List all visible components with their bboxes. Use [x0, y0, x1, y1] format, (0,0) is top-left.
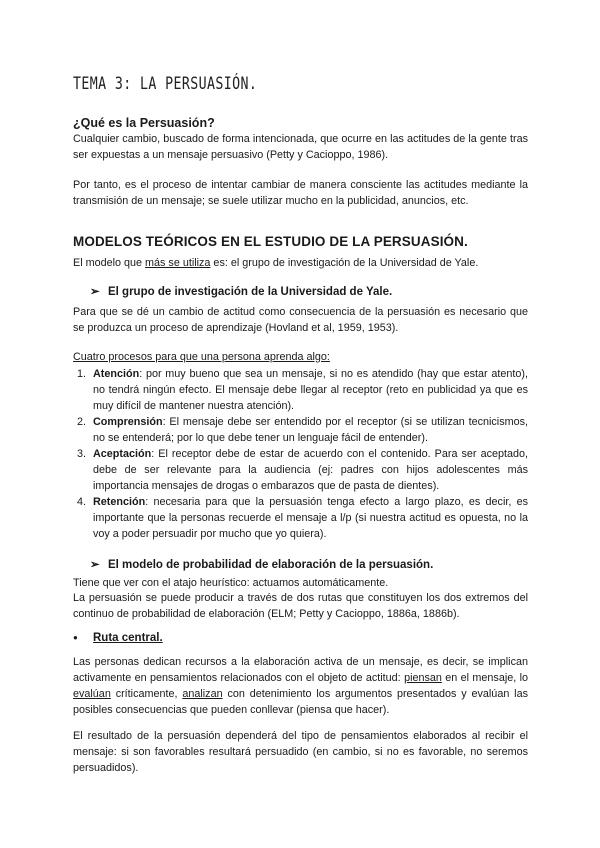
list-item: 2. Comprensión: El mensaje debe ser entendido por el receptor (si se utilizan tecnicismos, no se entenderá; por lo que debe tener un lenguaje fácil de entender).	[77, 416, 528, 444]
list-item: 3. Aceptación: El receptor debe de estar de acuerdo con el contenido. Para ser aceptado, debe de ser relevante para la audiencia (ej: padres con hijos adolescentes más importancia mensajes de drogas o embarazos que de pasta de dientes).	[77, 448, 528, 492]
central-route-paragraph: Las personas dedican recursos a la elaboración activa de un mensaje, es decir, se implican activamente en pensamientos relacionados con el objeto de actitud: piensan en el mensaje, lo evalúan críticamente, analizan con detenimiento los argumentos presentados y evalúan las posibles consecuencias que pueden conllevar (piensa que hacer).	[73, 656, 529, 716]
page-title: TEMA 3: LA PERSUASIÓN.	[73, 74, 258, 94]
list-item: 1. Atención: por muy bueno que sea un mensaje, si no es atendido (hay que estar atento), no tendrá ningún efecto. El mensaje debe llegar al receptor (reto en publicidad ya que es muy difícil de mantener nuestra atención).	[77, 368, 528, 412]
central-route-heading: ● Ruta central.	[73, 632, 163, 644]
list-title: Cuatro procesos para que una persona aprenda algo:	[73, 351, 330, 363]
elm-paragraph-1: Tiene que ver con el atajo heurístico: actuamos automáticamente.	[73, 577, 389, 589]
elm-paragraph-2: La persuasión se puede producir a través de dos rutas que constituyen los dos extremos del continuo de probabilidad de elaboración (ELM; Petty y Cacioppo, 1886a, 1886b).	[73, 592, 528, 620]
most-used-underline: más se utiliza	[145, 257, 211, 269]
arrow-bullet-icon: ➢	[90, 286, 100, 298]
what-is-persuasion-heading: ¿Qué es la Persuasión?	[73, 116, 215, 130]
list-item: 4. Retención: necesaria para que la persuasión tenga efecto a largo plazo, es decir, es importante que la personas recuerde el mensaje a l/p (si nuestra actitud es opuesta, no la voy a poder persuadir por mucho que yo quiera).	[77, 496, 528, 540]
yale-paragraph: Para que se dé un cambio de actitud como consecuencia de la persuasión es necesario que se produzca un proceso de aprendizaje (Hovland et al, 1959, 1953).	[73, 306, 528, 334]
elm-heading: ➢ El modelo de probabilidad de elaboración de la persuasión.	[90, 559, 434, 571]
bullet-icon: ●	[73, 633, 78, 642]
models-heading: MODELOS TEÓRICOS EN EL ESTUDIO DE LA PERSUASIÓN.	[73, 234, 468, 249]
process-paragraph: Por tanto, es el proceso de intentar cambiar de manera consciente las actitudes mediante la transmisión de un mensaje; se suele utilizar mucho en la publicidad, anuncios, etc.	[73, 179, 528, 207]
models-intro: El modelo que más se utiliza es: el grupo de investigación de la Universidad de Yale.	[73, 257, 479, 269]
definition-paragraph: Cualquier cambio, buscado de forma intencionada, que ocurre en las actitudes de la gente tras ser expuestas a un mensaje persuasivo (Petty y Cacioppo, 1986).	[73, 133, 528, 161]
arrow-bullet-icon: ➢	[90, 559, 100, 571]
learning-process-list	[73, 366, 528, 542]
result-paragraph: El resultado de la persuasión dependerá del tipo de pensamientos elaborados al recibir el mensaje: si son favorables resultará persuadido (en cambio, si no es favorable, no seremos persuadidos).	[73, 730, 528, 774]
yale-heading: ➢ El grupo de investigación de la Universidad de Yale.	[90, 286, 393, 298]
